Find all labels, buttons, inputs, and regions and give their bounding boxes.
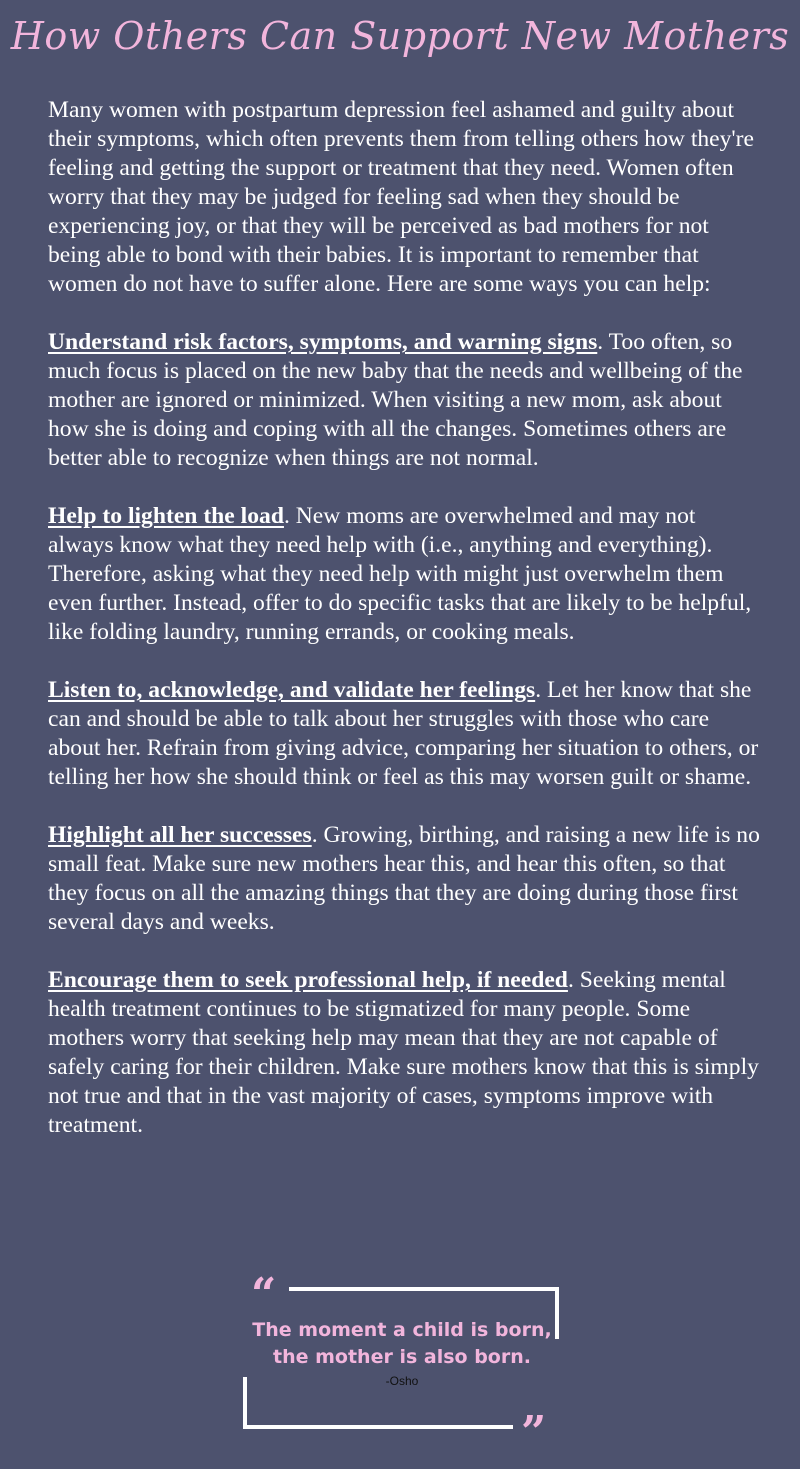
quote-line-1: The moment a child is born, xyxy=(252,1319,552,1341)
section-heading: Highlight all her successes xyxy=(48,822,312,848)
section-lighten-load xyxy=(48,502,760,647)
section-heading: Understand risk factors, symptoms, and warning signs xyxy=(48,329,598,355)
section-heading: Listen to, acknowledge, and validate her feelings xyxy=(48,677,536,703)
close-quote-icon: ” xyxy=(521,1407,547,1458)
section-heading: Help to lighten the load xyxy=(48,503,284,529)
article-body xyxy=(48,96,760,1169)
quote-line-2: the mother is also born. xyxy=(273,1346,531,1368)
quote-box xyxy=(241,1269,563,1458)
section-text: . New moms are overwhelmed and may not always know what they need help with (i.e., anything and everything). Therefore, asking what they need help with might just overwhelm them even further. Instead, offer to do specific tasks that are likely to be helpful, like folding laundry, running errands, or cooking meals. xyxy=(48,503,752,645)
quote-author: -Osho xyxy=(385,1374,419,1388)
quote-frame-bottom xyxy=(243,1425,513,1429)
open-quote-icon: “ xyxy=(251,1269,277,1320)
section-professional-help xyxy=(48,966,760,1140)
section-text: . Seeking mental health treatment continues to be stigmatized for many people. Some mothers worry that seeking help may mean that they are not capable of safely caring for their children. Make sure mothers know that this is simply not true and that in the vast majority of cases, symptoms improve with treatment. xyxy=(48,967,759,1138)
section-heading: Encourage them to seek professional help, if needed xyxy=(48,967,568,993)
page-title: How Others Can Support New Mothers xyxy=(10,14,790,58)
section-text: . Let her know that she can and should be able to talk about her struggles with those who care about her. Refrain from giving advice, comparing her situation to others, or telling her how she should think or feel as this may worsen guilt or shame. xyxy=(48,677,759,790)
intro-paragraph: Many women with postpartum depression feel ashamed and guilty about their symptoms, which often prevents them from telling others how they're feeling and getting the support or treatment that they need. Women often worry that they may be judged for feeling sad when they should be experiencing joy, or that they will be perceived as bad mothers for not being able to bond with their babies. It is important to remember that women do not have to suffer alone. Here are some ways you can help: xyxy=(48,97,755,297)
section-text: . Growing, birthing, and raising a new life is no small feat. Make sure new mothers hear this, and hear this often, so that they focus on all the amazing things that they are doing during those first several days and weeks. xyxy=(48,822,760,935)
section-successes xyxy=(48,821,760,937)
section-listen xyxy=(48,676,760,792)
quote-frame-top xyxy=(289,1287,559,1291)
section-risk-factors xyxy=(48,328,760,473)
quote-text xyxy=(241,1317,563,1371)
section-text: . Too often, so much focus is placed on the new baby that the needs and wellbeing of the mother are ignored or minimized. When visiting a new mom, ask about how she is doing and coping with all the changes. Sometimes others are better able to recognize when things are not normal. xyxy=(48,329,743,471)
